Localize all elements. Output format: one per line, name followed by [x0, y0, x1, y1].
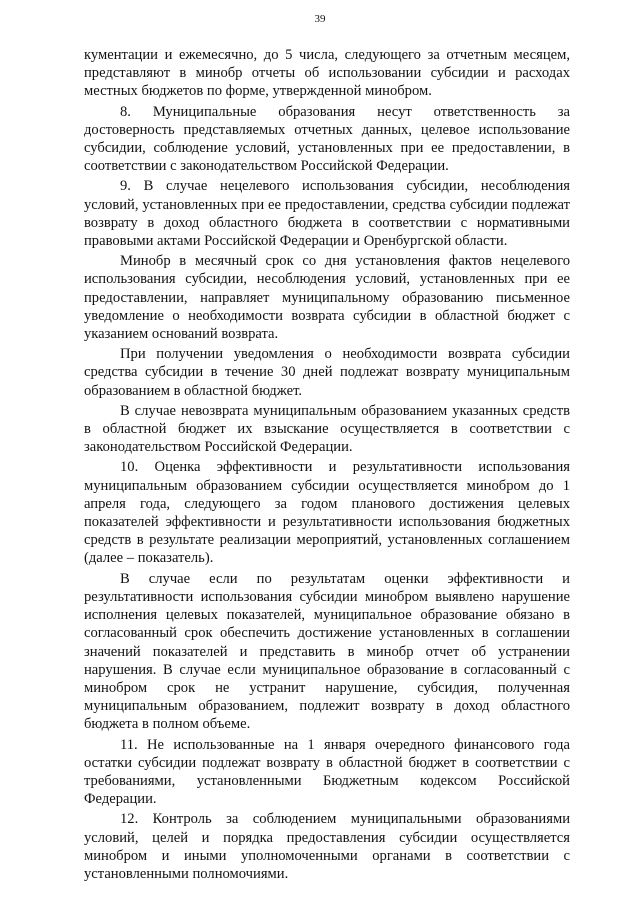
paragraph-clause-9-return: При получении уведомления о необходимости возврата субсидии средства субсидии в течение 30 дней подлежат возврату муниципальным образованием в областной бюджет. — [84, 346, 570, 399]
paragraph-clause-9: 9. В случае нецелевого использования субсидии, несоблюдения условий, установленных при ее предоставлении, средства субсидии подлежат возврату в доход областного бюджета в соответствии с нормативными правовыми актами Российской Федерации и Оренбургской области. — [84, 178, 570, 250]
paragraph-clause-9-notice: Минобр в месячный срок со дня установления фактов нецелевого использования субсидии, несоблюдения условий, установленных при ее предоставлении, направляет муниципальному образованию письменное уведомление о необходимости возврата субсидии в областной бюджет с указанием оснований возврата. — [84, 253, 570, 343]
paragraph-clause-10: 10. Оценка эффективности и результативности использования муниципальным образованием субсидии осуществляется минобром до 1 апреля года, следующего за годом планового достижения целевых показателей эффективности и результативности использования бюджетных средств в результате реализации мероприятий, установленных соглашением (далее – показатель). — [84, 459, 570, 567]
paragraph-clause-10-violation: В случае если по результатам оценки эффективности и результативности использования субсидии минобром выявлено нарушение исполнения целевых показателей, муниципальное образование обязано в согласованный срок обеспечить достижение установленных в соглашении значений показателей и представить в минобр отчет об устранении нарушения. В случае если муниципальное образование в согласованный с минобром срок не устранит нарушение, субсидия, полученная муниципальным образованием, подлежит возврату в доход областного бюджета в полном объеме. — [84, 570, 570, 733]
paragraph-continuation: кументации и ежемесячно, до 5 числа, следующего за отчетным месяцем, представляют в минобр отчеты об использовании субсидии и расходах местных бюджетов по форме, утвержденной минобром. — [84, 47, 570, 100]
paragraph-clause-9-recovery: В случае невозврата муниципальным образованием указанных средств в областной бюджет их взыскание осуществляется в соответствии с законодательством Российской Федерации. — [84, 402, 570, 456]
paragraph-clause-12: 12. Контроль за соблюдением муниципальными образованиями условий, целей и порядка предоставления субсидии осуществляется минобром и иными уполномоченными органами в соответствии с установленными полномочиями. — [84, 811, 570, 882]
paragraph-clause-11: 11. Не использованные на 1 января очередного финансового года остатки субсидии подлежат возврату в областной бюджет в соответствии с требованиями, установленными Бюджетным кодексом Российской Федерации. — [84, 736, 570, 808]
page-number: 39 — [314, 13, 326, 25]
paragraph-clause-8: 8. Муниципальные образования несут ответственность за достоверность представляемых отчетных данных, целевое использование субсидии, соблюдение условий, установленных при ее предоставлении, в соответствии с законодательством Российской Федерации. — [84, 103, 570, 175]
document-body — [84, 46, 570, 883]
